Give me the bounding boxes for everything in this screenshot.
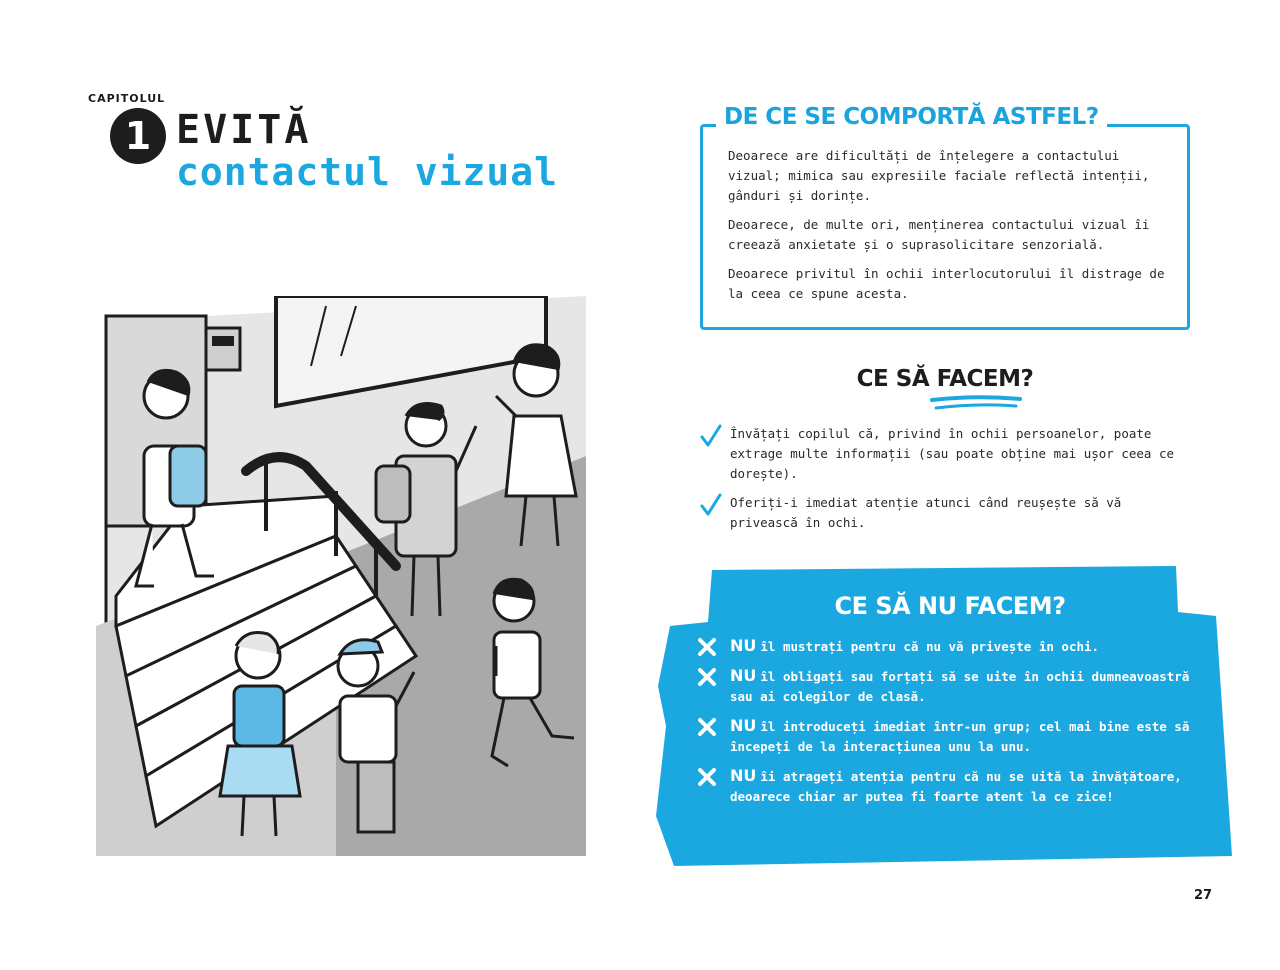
- dont-list-item: [696, 766, 1196, 807]
- do-list-item: [700, 493, 1190, 533]
- dont-list-item: [696, 636, 1196, 657]
- cross-icon: [696, 666, 718, 688]
- dont-item-text: îl introduceți imediat într-un grup; cel mai bine este să începeți de la interacțiunea unu la unu.: [730, 719, 1190, 754]
- check-icon: [700, 424, 722, 448]
- cross-icon: [696, 636, 718, 658]
- dont-list: [696, 636, 1196, 816]
- do-heading-underline: [928, 394, 1024, 412]
- dont-prefix: NU: [730, 766, 757, 785]
- dont-item-text: îl mustrați pentru că nu vă privește în ochi.: [760, 639, 1100, 654]
- chapter-title: EVITĂ: [176, 107, 312, 153]
- do-item-text: Învățați copilul că, privind în ochii persoanelor, poate extrage multe informații (sau poate obține mai ușor ceea ce dorește).: [730, 426, 1175, 481]
- why-paragraph: Deoarece, de multe ori, menținerea contactului vizual îi creează anxietate și o suprasolicitare senzorială.: [728, 217, 1150, 252]
- dont-item-text: îl obligați sau forțați să se uite în ochii dumneavoastră sau ai colegilor de clasă.: [730, 669, 1190, 704]
- why-paragraph: Deoarece privitul în ochii interlocutorului îl distrage de la ceea ce spune acesta.: [728, 266, 1165, 301]
- dont-list-item: [696, 716, 1196, 757]
- why-body: [728, 146, 1178, 313]
- do-list: [700, 424, 1190, 542]
- dont-list-item: [696, 666, 1196, 707]
- dont-heading: CE SĂ NU FACEM?: [834, 592, 1066, 620]
- chapter-label: CAPITOLUL: [88, 92, 166, 105]
- chapter-subtitle: contactul vizual: [176, 150, 559, 194]
- chapter-number-badge: [110, 108, 166, 164]
- do-list-item: [700, 424, 1190, 484]
- dont-prefix: NU: [730, 716, 757, 735]
- chapter-number: 1: [124, 114, 152, 158]
- why-heading: DE CE SE COMPORTĂ ASTFEL?: [716, 104, 1107, 130]
- cross-icon: [696, 766, 718, 788]
- page-number: 27: [1194, 888, 1213, 903]
- why-paragraph: Deoarece are dificultăți de înțelegere a contactului vizual; mimica sau expresiile faciale reflectă intenții, gânduri și dorințe.: [728, 148, 1150, 203]
- school-stairs-illustration: [96, 296, 586, 856]
- dont-item-text: îi atrageți atenția pentru că nu se uită la învățătoare, deoarece chiar ar putea fi foarte atent la ce zice!: [730, 769, 1182, 804]
- cross-icon: [696, 716, 718, 738]
- dont-prefix: NU: [730, 666, 757, 685]
- do-heading: CE SĂ FACEM?: [856, 366, 1034, 392]
- check-icon: [700, 493, 722, 517]
- do-item-text: Oferiți-i imediat atenție atunci când reușește să vă privească în ochi.: [730, 495, 1122, 530]
- dont-prefix: NU: [730, 636, 757, 655]
